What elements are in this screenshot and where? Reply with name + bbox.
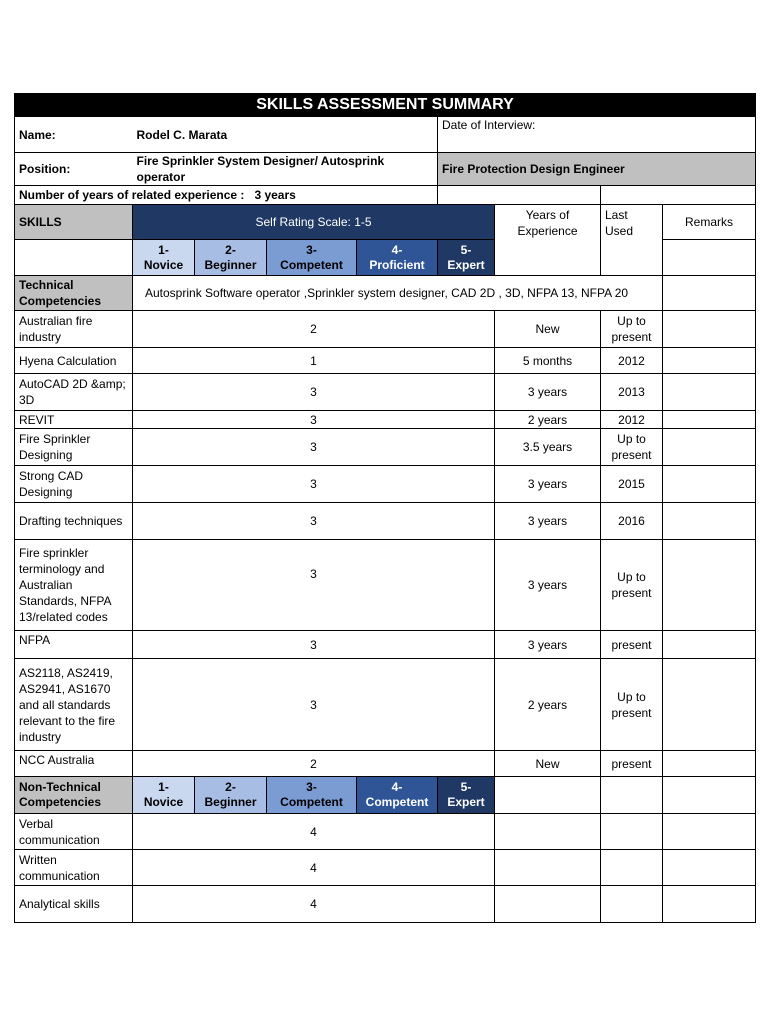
name-value: Rodel C. Marata <box>133 117 438 153</box>
empty-cell <box>495 777 601 814</box>
skill-last-used: 2012 <box>601 348 663 374</box>
skills-assessment-sheet <box>14 93 755 923</box>
table-row <box>15 659 756 751</box>
skill-remarks <box>663 751 756 777</box>
skill-last-used: 2016 <box>601 503 663 540</box>
nt-scale-level-2: 2- Beginner <box>195 777 267 814</box>
skill-rating: 4 <box>133 814 495 850</box>
position-value: Fire Sprinkler System Designer/ Autosprink operator <box>133 153 438 186</box>
skill-name: Written communication <box>15 850 133 886</box>
table-row <box>15 411 756 429</box>
nontechnical-label: Non-Technical Competencies <box>15 777 133 814</box>
scale-level-2: 2- Beginner <box>195 240 267 276</box>
skill-remarks <box>663 411 756 429</box>
skill-rating: 3 <box>133 374 495 411</box>
nt-scale-level-4: 4- Competent <box>357 777 438 814</box>
skill-years: 3 years <box>495 374 601 411</box>
table-row <box>15 374 756 411</box>
nt-scale-level-5: 5- Expert <box>438 777 495 814</box>
last-used-header: Last Used <box>601 205 663 276</box>
skill-last-used: 2012 <box>601 411 663 429</box>
empty-cell <box>663 850 756 886</box>
skill-rating: 4 <box>133 886 495 923</box>
skill-name: Hyena Calculation <box>15 348 133 374</box>
skill-remarks <box>663 659 756 751</box>
skill-last-used: Up to present <box>601 311 663 348</box>
skill-years: 3 years <box>495 503 601 540</box>
table-row <box>15 631 756 659</box>
skill-rating: 3 <box>133 429 495 466</box>
skill-name: Strong CAD Designing <box>15 466 133 503</box>
table-row <box>15 503 756 540</box>
skill-rating: 3 <box>133 466 495 503</box>
table-row <box>15 850 756 886</box>
empty-cell <box>663 886 756 923</box>
skill-years: New <box>495 751 601 777</box>
empty-cell <box>15 240 133 276</box>
skill-years: 3.5 years <box>495 429 601 466</box>
table-row <box>15 429 756 466</box>
skill-rating: 1 <box>133 348 495 374</box>
skill-rating: 3 <box>133 540 495 631</box>
skill-name: REVIT <box>15 411 133 429</box>
skill-name: Fire Sprinkler Designing <box>15 429 133 466</box>
position-label: Position: <box>15 153 133 186</box>
skill-years: 5 months <box>495 348 601 374</box>
table-row <box>15 348 756 374</box>
skill-name: Drafting techniques <box>15 503 133 540</box>
table-row <box>15 540 756 631</box>
scale-level-3: 3- Competent <box>267 240 357 276</box>
skill-years: 2 years <box>495 411 601 429</box>
skill-remarks <box>663 540 756 631</box>
nt-scale-level-3: 3- Competent <box>267 777 357 814</box>
table-row <box>15 311 756 348</box>
empty-cell <box>601 814 663 850</box>
skill-remarks <box>663 311 756 348</box>
technical-label: Technical Competencies <box>15 276 133 311</box>
skill-name: AutoCAD 2D &amp; 3D <box>15 374 133 411</box>
skill-years: 2 years <box>495 659 601 751</box>
empty-cell <box>495 814 601 850</box>
skill-remarks <box>663 631 756 659</box>
empty-cell <box>601 886 663 923</box>
skill-remarks <box>663 348 756 374</box>
skill-remarks <box>663 466 756 503</box>
technical-summary: Autosprink Software operator ,Sprinkler system designer, CAD 2D , 3D, NFPA 13, NFPA 20 <box>133 276 663 311</box>
skill-remarks <box>663 503 756 540</box>
empty-cell <box>438 186 601 205</box>
skill-name: Verbal communication <box>15 814 133 850</box>
skill-name: NFPA <box>15 631 133 659</box>
skill-name: Australian fire industry <box>15 311 133 348</box>
experience-value: 3 years <box>254 188 296 202</box>
empty-cell <box>663 814 756 850</box>
skill-last-used: present <box>601 631 663 659</box>
skills-header: SKILLS <box>15 205 133 240</box>
experience-label: Number of years of related experience : <box>19 188 245 202</box>
empty-cell <box>663 240 756 276</box>
skill-last-used: 2013 <box>601 374 663 411</box>
empty-cell <box>663 777 756 814</box>
skill-name: Analytical skills <box>15 886 133 923</box>
nt-scale-level-1: 1- Novice <box>133 777 195 814</box>
skill-rating: 4 <box>133 850 495 886</box>
skill-name: AS2118, AS2419, AS2941, AS1670 and all standards relevant to the fire industry <box>15 659 133 751</box>
skill-years: 3 years <box>495 631 601 659</box>
empty-cell <box>601 777 663 814</box>
table-row <box>15 466 756 503</box>
skill-years: 3 years <box>495 540 601 631</box>
skill-rating: 3 <box>133 411 495 429</box>
position-alt: Fire Protection Design Engineer <box>438 153 756 186</box>
table-row <box>15 814 756 850</box>
assessment-table <box>14 93 756 923</box>
skill-years: New <box>495 311 601 348</box>
skill-remarks <box>663 429 756 466</box>
skill-last-used: 2015 <box>601 466 663 503</box>
empty-cell <box>495 886 601 923</box>
table-row <box>15 886 756 923</box>
name-label: Name: <box>15 117 133 153</box>
skill-last-used: Up to present <box>601 429 663 466</box>
skill-rating: 2 <box>133 751 495 777</box>
table-row <box>15 751 756 777</box>
empty-cell <box>601 186 756 205</box>
remarks-header: Remarks <box>663 205 756 240</box>
scale-header: Self Rating Scale: 1-5 <box>133 205 495 240</box>
experience-row <box>15 186 438 205</box>
scale-level-4: 4- Proficient <box>357 240 438 276</box>
skill-last-used: Up to present <box>601 540 663 631</box>
empty-cell <box>495 850 601 886</box>
empty-cell <box>601 850 663 886</box>
years-header: Years of Experience <box>495 205 601 276</box>
skill-rating: 2 <box>133 311 495 348</box>
skill-rating: 3 <box>133 503 495 540</box>
skill-remarks <box>663 374 756 411</box>
skill-last-used: present <box>601 751 663 777</box>
skill-rating: 3 <box>133 659 495 751</box>
skill-years: 3 years <box>495 466 601 503</box>
interview-date-label: Date of Interview: <box>438 117 756 153</box>
scale-level-1: 1- Novice <box>133 240 195 276</box>
sheet-title: SKILLS ASSESSMENT SUMMARY <box>15 94 756 117</box>
scale-level-5: 5- Expert <box>438 240 495 276</box>
skill-name: Fire sprinkler terminology and Australian Standards, NFPA 13/related codes <box>15 540 133 631</box>
skill-last-used: Up to present <box>601 659 663 751</box>
skill-rating: 3 <box>133 631 495 659</box>
skill-name: NCC Australia <box>15 751 133 777</box>
empty-cell <box>663 276 756 311</box>
